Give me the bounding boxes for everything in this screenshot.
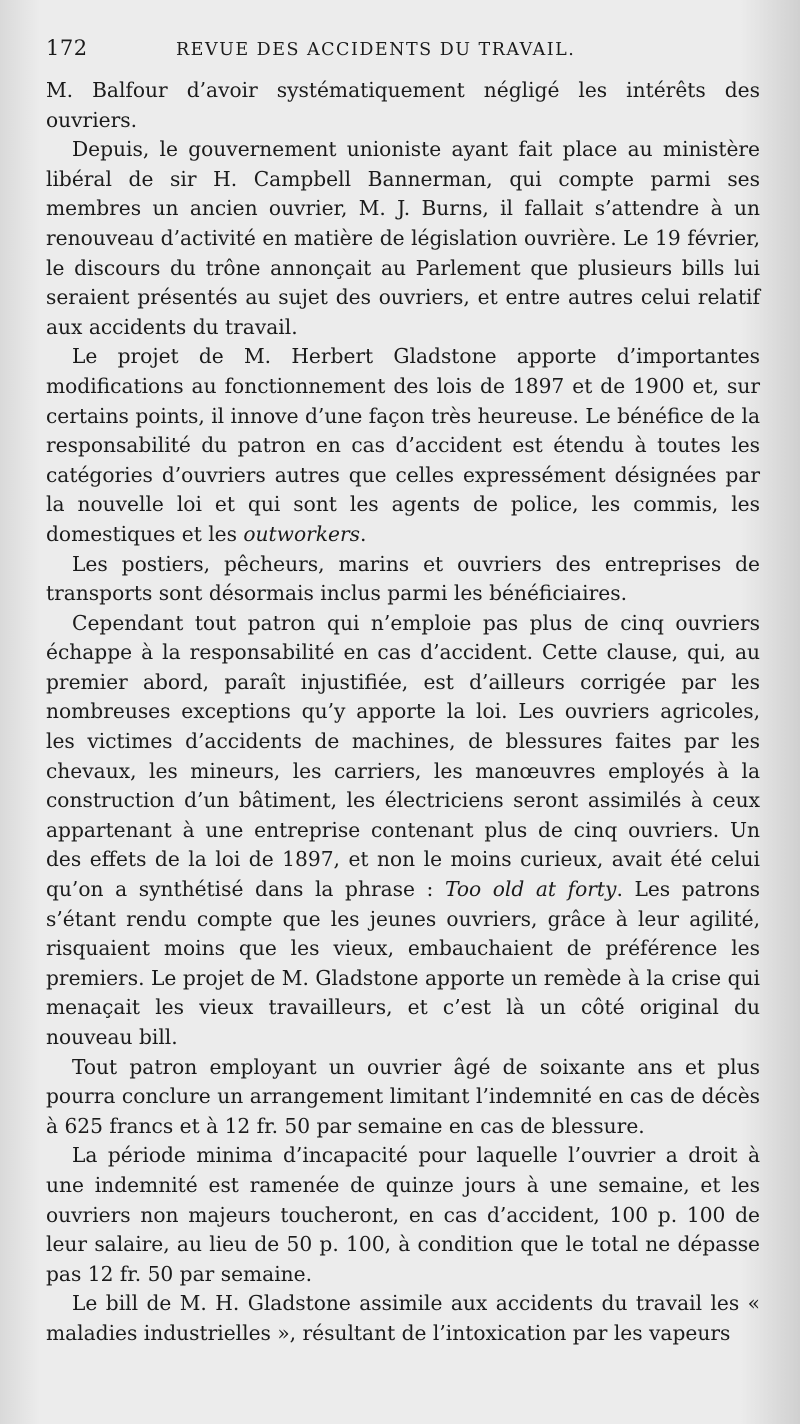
running-title: REVUE DES ACCIDENTS DU TRAVAIL. [176, 40, 576, 60]
paragraph-5-text: Cependant tout patron qui n’emploie pas plus de cinq ouvriers échappe à la responsabilité en cas d’accident. Cette clause, qui, au premier abord, paraît injustifiée, est d’ailleurs corrigée par les nombreuses exceptions qu’y apporte la loi. Les ouvriers agricoles, les victimes d’accidents de machines, de blessures faites par les chevaux, les mineurs, les carriers, les manœuvres employés à la construction d’un bâtiment, les électriciens seront assimilés à ceux appartenant à une entreprise contenant plus de cinq ouvriers. Un des effets de la loi de 1897, et non le moins curieux, avait été celui qu’on a synthétisé dans la phrase : [46, 610, 760, 902]
running-head [46, 36, 760, 76]
paragraph-5-tail: . Les patrons s’étant rendu compte que les jeunes ouvriers, grâce à leur agilité, risquaient moins que les vieux, embauchaient de préférence les premiers. Le projet de M. Gladstone apporte un remède à la crise qui menaçait les vieux travailleurs, et c’est là un côté original du nouveau bill. [46, 877, 760, 1049]
paragraph-5 [46, 609, 760, 1053]
paragraph-4 [46, 550, 760, 609]
page-number: 172 [46, 36, 88, 60]
paragraph-3-text: Le projet de M. Herbert Gladstone apporte d’importantes modifications au fonctionnement des lois de 1897 et de 1900 et, sur certains points, il innove d’une façon très heureuse. Le bénéfice de la responsabilité du patron en cas d’accident est étendu à toutes les catégories d’ouvriers autres que celles expressément désignées par la nouvelle loi et qui sont les agents de police, les commis, les domestiques et les [46, 344, 760, 546]
paragraph-3-tail: . [359, 521, 367, 546]
paragraph-8 [46, 1289, 760, 1348]
body-text [46, 76, 760, 1349]
paragraph-3-italic-term: outworkers [243, 521, 360, 546]
paragraph-3 [46, 342, 760, 549]
paragraph-6-text: Tout patron employant un ouvrier âgé de soixante ans et plus pourra conclure un arrangement limitant l’indemnité en cas de décès à 625 francs et à 12 fr. 50 par semaine en cas de blessure. [46, 1054, 760, 1138]
paragraph-7 [46, 1141, 760, 1289]
paragraph-8-text: Le bill de M. H. Gladstone assimile aux accidents du travail les « maladies industrielles », résultant de l’intoxication par les vapeurs [46, 1291, 760, 1345]
paragraph-6 [46, 1053, 760, 1142]
paragraph-7-text: La période minima d’incapacité pour laquelle l’ouvrier a droit à une indemnité est ramenée de quinze jours à une semaine, et les ouvriers non majeurs toucheront, en cas d’accident, 100 p. 100 de leur salaire, au lieu de 50 p. 100, à condition que le total ne dépasse pas 12 fr. 50 par semaine. [46, 1143, 760, 1286]
paragraph-5-italic-phrase: Too old at forty [444, 877, 617, 902]
paragraph-1 [46, 76, 760, 135]
paragraph-2 [46, 135, 760, 342]
paragraph-1-text: M. Balfour d’avoir systématiquement négligé les intérêts des ouvriers. [46, 78, 760, 132]
paragraph-4-text: Les postiers, pêcheurs, marins et ouvriers des entreprises de transports sont désormais inclus parmi les bénéficiaires. [46, 551, 760, 606]
paragraph-2-text: Depuis, le gouvernement unioniste ayant fait place au ministère libéral de sir H. Campbell Bannerman, qui compte parmi ses membres un ancien ouvrier, M. J. Burns, il fallait s’attendre à un renouveau d’activité en matière de législation ouvrière. Le 19 février, le discours du trône annonçait au Parlement que plusieurs bills lui seraient présentés au sujet des ouvriers, et entre autres celui relatif aux accidents du travail. [46, 137, 760, 339]
